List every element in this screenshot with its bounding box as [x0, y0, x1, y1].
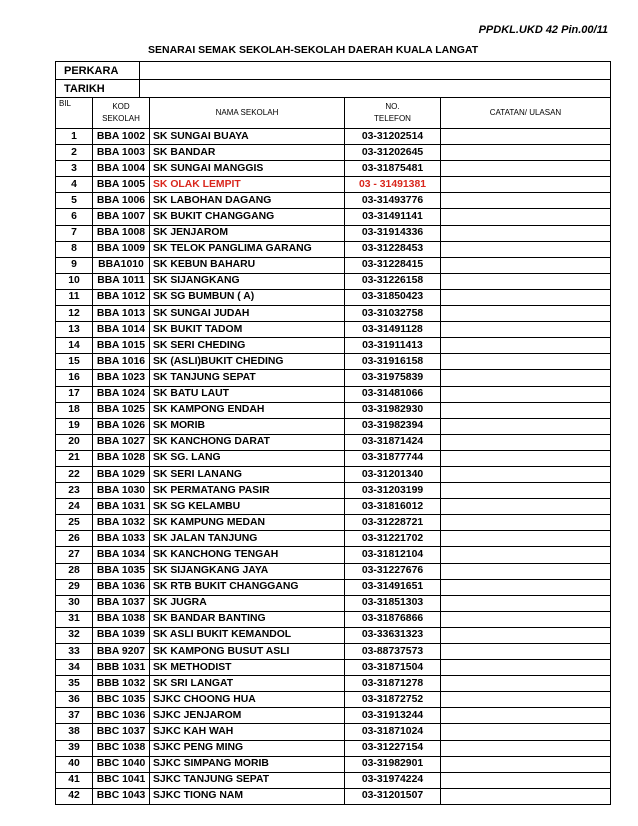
- row-kod: BBC 1040: [93, 756, 150, 772]
- row-kod: BBA 1003: [93, 145, 150, 161]
- col-header-kod-line1: KOD: [112, 102, 130, 111]
- row-nama: SK KANCHONG DARAT: [150, 434, 345, 450]
- row-catatan[interactable]: [441, 257, 611, 273]
- row-tel: 03-31493776: [345, 193, 441, 209]
- table-row: [56, 338, 611, 354]
- row-kod: BBA 1027: [93, 434, 150, 450]
- row-nama: SK KAMPONG ENDAH: [150, 402, 345, 418]
- row-bil: 11: [56, 289, 93, 305]
- row-tel: 03-31228721: [345, 515, 441, 531]
- row-nama: SK PERMATANG PASIR: [150, 483, 345, 499]
- row-catatan[interactable]: [441, 531, 611, 547]
- tarikh-label: TARIKH: [56, 80, 140, 98]
- row-tel: 03-31201507: [345, 788, 441, 804]
- row-kod: BBA 1014: [93, 322, 150, 338]
- row-catatan[interactable]: [441, 788, 611, 804]
- row-bil: 21: [56, 450, 93, 466]
- table-row: [56, 450, 611, 466]
- row-kod: BBA 1031: [93, 499, 150, 515]
- row-nama: SK SG KELAMBU: [150, 499, 345, 515]
- table-row: [56, 289, 611, 305]
- tarikh-row: [56, 80, 611, 98]
- row-bil: 7: [56, 225, 93, 241]
- row-catatan[interactable]: [441, 273, 611, 289]
- row-bil: 5: [56, 193, 93, 209]
- table-row: [56, 209, 611, 225]
- row-bil: 1: [56, 129, 93, 145]
- row-nama: SK JALAN TANJUNG: [150, 531, 345, 547]
- row-nama: SK KANCHONG TENGAH: [150, 547, 345, 563]
- row-catatan[interactable]: [441, 418, 611, 434]
- row-nama: SK KAMPUNG MEDAN: [150, 515, 345, 531]
- row-kod: BBA 1008: [93, 225, 150, 241]
- row-catatan[interactable]: [441, 563, 611, 579]
- row-catatan[interactable]: [441, 434, 611, 450]
- row-nama: SK SUNGAI BUAYA: [150, 129, 345, 145]
- col-header-kod: [93, 98, 150, 129]
- row-nama: SK BATU LAUT: [150, 386, 345, 402]
- table-row: [56, 724, 611, 740]
- row-catatan[interactable]: [441, 627, 611, 643]
- row-bil: 32: [56, 627, 93, 643]
- row-tel: 03-31228453: [345, 241, 441, 257]
- row-kod: BBA 1012: [93, 289, 150, 305]
- row-nama: SK METHODIST: [150, 660, 345, 676]
- row-tel: 03-31491651: [345, 579, 441, 595]
- row-tel: 03-31201340: [345, 466, 441, 482]
- row-bil: 10: [56, 273, 93, 289]
- row-nama: SK JUGRA: [150, 595, 345, 611]
- school-table: [55, 97, 611, 805]
- row-nama: SK OLAK LEMPIT: [150, 177, 345, 193]
- table-row: [56, 161, 611, 177]
- row-kod: BBB 1032: [93, 676, 150, 692]
- row-catatan[interactable]: [441, 595, 611, 611]
- row-bil: 20: [56, 434, 93, 450]
- row-kod: BBC 1041: [93, 772, 150, 788]
- row-tel: 03-31911413: [345, 338, 441, 354]
- row-tel: 03-31226158: [345, 273, 441, 289]
- row-catatan[interactable]: [441, 547, 611, 563]
- row-bil: 22: [56, 466, 93, 482]
- row-tel: 03-31975839: [345, 370, 441, 386]
- row-nama: SK SERI CHEDING: [150, 338, 345, 354]
- tarikh-value-cell[interactable]: [140, 80, 611, 98]
- row-tel: 03-31871504: [345, 660, 441, 676]
- row-kod: BBA 1015: [93, 338, 150, 354]
- table-row: [56, 644, 611, 660]
- table-row: [56, 241, 611, 257]
- row-bil: 25: [56, 515, 93, 531]
- row-nama: SK MORIB: [150, 418, 345, 434]
- row-bil: 30: [56, 595, 93, 611]
- row-tel: 03-31851303: [345, 595, 441, 611]
- row-kod: BBA 1024: [93, 386, 150, 402]
- row-catatan[interactable]: [441, 306, 611, 322]
- row-tel: 03-31974224: [345, 772, 441, 788]
- row-nama: SJKC JENJAROM: [150, 708, 345, 724]
- col-header-bil: BIL: [56, 98, 93, 129]
- row-bil: 35: [56, 676, 93, 692]
- row-tel: 03-31202645: [345, 145, 441, 161]
- row-tel: 03-31228415: [345, 257, 441, 273]
- table-row: [56, 627, 611, 643]
- row-kod: BBA 1035: [93, 563, 150, 579]
- row-bil: 37: [56, 708, 93, 724]
- row-nama: SK SRI LANGAT: [150, 676, 345, 692]
- row-nama: SK SIJANGKANG JAYA: [150, 563, 345, 579]
- row-nama: SK BANDAR: [150, 145, 345, 161]
- row-bil: 42: [56, 788, 93, 804]
- row-kod: BBA 1011: [93, 273, 150, 289]
- table-row: [56, 611, 611, 627]
- row-bil: 8: [56, 241, 93, 257]
- row-tel: 03-31913244: [345, 708, 441, 724]
- row-kod: BBC 1035: [93, 692, 150, 708]
- row-bil: 12: [56, 306, 93, 322]
- row-catatan[interactable]: [441, 193, 611, 209]
- table-row: [56, 579, 611, 595]
- row-bil: 36: [56, 692, 93, 708]
- row-catatan[interactable]: [441, 225, 611, 241]
- table-row: [56, 418, 611, 434]
- row-kod: BBA 1005: [93, 177, 150, 193]
- row-tel: 03-31872752: [345, 692, 441, 708]
- row-nama: SK TANJUNG SEPAT: [150, 370, 345, 386]
- row-catatan[interactable]: [441, 644, 611, 660]
- table-row: [56, 788, 611, 804]
- row-kod: BBA 1030: [93, 483, 150, 499]
- row-catatan[interactable]: [441, 483, 611, 499]
- row-bil: 14: [56, 338, 93, 354]
- row-bil: 18: [56, 402, 93, 418]
- table-row: [56, 386, 611, 402]
- table-row: [56, 547, 611, 563]
- row-tel: 03-31221702: [345, 531, 441, 547]
- row-nama: SK SIJANGKANG: [150, 273, 345, 289]
- row-catatan[interactable]: [441, 450, 611, 466]
- row-catatan[interactable]: [441, 338, 611, 354]
- row-kod: BBA 1016: [93, 354, 150, 370]
- row-kod: BBA 1036: [93, 579, 150, 595]
- table-row: [56, 434, 611, 450]
- row-bil: 13: [56, 322, 93, 338]
- row-bil: 3: [56, 161, 93, 177]
- table-row: [56, 177, 611, 193]
- row-catatan[interactable]: [441, 370, 611, 386]
- row-nama: SK LABOHAN DAGANG: [150, 193, 345, 209]
- col-header-nama: NAMA SEKOLAH: [150, 98, 345, 129]
- table-row: [56, 225, 611, 241]
- row-kod: BBA 1029: [93, 466, 150, 482]
- page-title: SENARAI SEMAK SEKOLAH-SEKOLAH DAERAH KUALA LANGAT: [148, 44, 479, 56]
- row-nama: SJKC KAH WAH: [150, 724, 345, 740]
- row-kod: BBA 1038: [93, 611, 150, 627]
- table-row: [56, 499, 611, 515]
- row-tel: 03-31481066: [345, 386, 441, 402]
- row-bil: 29: [56, 579, 93, 595]
- table-row: [56, 273, 611, 289]
- row-nama: SK SG. LANG: [150, 450, 345, 466]
- row-kod: BBA 1028: [93, 450, 150, 466]
- row-catatan[interactable]: [441, 499, 611, 515]
- table-row: [56, 595, 611, 611]
- row-nama: SK KAMPONG BUSUT ASLI: [150, 644, 345, 660]
- table-row: [56, 483, 611, 499]
- row-nama: SK RTB BUKIT CHANGGANG: [150, 579, 345, 595]
- table-row: [56, 515, 611, 531]
- row-nama: SJKC PENG MING: [150, 740, 345, 756]
- row-kod: BBC 1038: [93, 740, 150, 756]
- row-kod: BBA 1009: [93, 241, 150, 257]
- row-kod: BBA 1023: [93, 370, 150, 386]
- row-kod: BBA 1034: [93, 547, 150, 563]
- row-tel: 03-31850423: [345, 289, 441, 305]
- table-row: [56, 466, 611, 482]
- row-catatan[interactable]: [441, 386, 611, 402]
- row-tel: 03-31871424: [345, 434, 441, 450]
- table-row: [56, 306, 611, 322]
- row-bil: 2: [56, 145, 93, 161]
- row-tel: 03-31491128: [345, 322, 441, 338]
- table-row: [56, 740, 611, 756]
- row-tel: 03-31871278: [345, 676, 441, 692]
- row-nama: SK SG BUMBUN ( A): [150, 289, 345, 305]
- row-nama: SK SERI LANANG: [150, 466, 345, 482]
- row-kod: BBA 1037: [93, 595, 150, 611]
- row-tel: 03-31227676: [345, 563, 441, 579]
- row-tel: 03-31871024: [345, 724, 441, 740]
- col-header-tel: [345, 98, 441, 129]
- col-header-tel-line1: NO.: [385, 102, 400, 111]
- row-catatan[interactable]: [441, 177, 611, 193]
- perkara-row: [56, 62, 611, 80]
- row-tel: 03-31491141: [345, 209, 441, 225]
- row-tel: 03-31982930: [345, 402, 441, 418]
- row-tel: 03-31875481: [345, 161, 441, 177]
- table-row: [56, 129, 611, 145]
- row-catatan[interactable]: [441, 241, 611, 257]
- row-tel: 03-31032758: [345, 306, 441, 322]
- row-nama: SJKC TANJUNG SEPAT: [150, 772, 345, 788]
- row-bil: 24: [56, 499, 93, 515]
- row-tel: 03-31812104: [345, 547, 441, 563]
- row-tel: 03-31877744: [345, 450, 441, 466]
- table-row: [56, 756, 611, 772]
- row-nama: SK BUKIT TADOM: [150, 322, 345, 338]
- row-tel: 03-31982901: [345, 756, 441, 772]
- table-row: [56, 563, 611, 579]
- table-header-row: [56, 98, 611, 129]
- row-catatan[interactable]: [441, 145, 611, 161]
- row-bil: 39: [56, 740, 93, 756]
- row-tel: 03-88737573: [345, 644, 441, 660]
- table-row: [56, 708, 611, 724]
- row-bil: 26: [56, 531, 93, 547]
- row-kod: BBA1010: [93, 257, 150, 273]
- row-nama: SK BUKIT CHANGGANG: [150, 209, 345, 225]
- row-kod: BBC 1037: [93, 724, 150, 740]
- row-catatan[interactable]: [441, 660, 611, 676]
- perkara-value-cell[interactable]: [140, 62, 611, 80]
- row-kod: BBB 1031: [93, 660, 150, 676]
- row-bil: 23: [56, 483, 93, 499]
- table-row: [56, 370, 611, 386]
- row-nama: SJKC CHOONG HUA: [150, 692, 345, 708]
- table-row: [56, 531, 611, 547]
- row-catatan[interactable]: [441, 161, 611, 177]
- table-row: [56, 692, 611, 708]
- row-catatan[interactable]: [441, 756, 611, 772]
- row-kod: BBA 1039: [93, 627, 150, 643]
- row-catatan[interactable]: [441, 209, 611, 225]
- row-tel: 03-31916158: [345, 354, 441, 370]
- table-row: [56, 676, 611, 692]
- row-nama: SK ASLI BUKIT KEMANDOL: [150, 627, 345, 643]
- row-kod: BBC 1036: [93, 708, 150, 724]
- perkara-label: PERKARA: [56, 62, 140, 80]
- row-catatan[interactable]: [441, 740, 611, 756]
- col-header-kod-line2: SEKOLAH: [102, 114, 140, 123]
- table-row: [56, 772, 611, 788]
- row-tel: 03-31227154: [345, 740, 441, 756]
- row-catatan[interactable]: [441, 322, 611, 338]
- document-reference: PPDKL.UKD 42 Pin.00/11: [478, 24, 608, 36]
- table-row: [56, 402, 611, 418]
- row-bil: 33: [56, 644, 93, 660]
- row-nama: SJKC SIMPANG MORIB: [150, 756, 345, 772]
- row-nama: SK JENJAROM: [150, 225, 345, 241]
- row-kod: BBA 1013: [93, 306, 150, 322]
- row-kod: BBA 1033: [93, 531, 150, 547]
- row-tel: 03 - 31491381: [345, 177, 441, 193]
- col-header-catatan: CATATAN/ ULASAN: [441, 98, 611, 129]
- row-tel: 03-31203199: [345, 483, 441, 499]
- row-kod: BBA 1032: [93, 515, 150, 531]
- row-kod: BBA 1025: [93, 402, 150, 418]
- row-tel: 03-31914336: [345, 225, 441, 241]
- row-tel: 03-31876866: [345, 611, 441, 627]
- table-row: [56, 257, 611, 273]
- row-bil: 4: [56, 177, 93, 193]
- row-catatan[interactable]: [441, 466, 611, 482]
- row-catatan[interactable]: [441, 354, 611, 370]
- row-nama: SK TELOK PANGLIMA GARANG: [150, 241, 345, 257]
- row-catatan[interactable]: [441, 579, 611, 595]
- row-catatan[interactable]: [441, 692, 611, 708]
- row-bil: 27: [56, 547, 93, 563]
- meta-table: [55, 61, 611, 98]
- row-bil: 40: [56, 756, 93, 772]
- table-row: [56, 193, 611, 209]
- row-bil: 19: [56, 418, 93, 434]
- row-kod: BBA 1007: [93, 209, 150, 225]
- row-catatan[interactable]: [441, 129, 611, 145]
- row-catatan[interactable]: [441, 708, 611, 724]
- table-row: [56, 354, 611, 370]
- row-tel: 03-31982394: [345, 418, 441, 434]
- row-catatan[interactable]: [441, 402, 611, 418]
- row-tel: 03-31202514: [345, 129, 441, 145]
- row-bil: 41: [56, 772, 93, 788]
- row-bil: 34: [56, 660, 93, 676]
- row-nama: SK KEBUN BAHARU: [150, 257, 345, 273]
- row-kod: BBC 1043: [93, 788, 150, 804]
- row-catatan[interactable]: [441, 611, 611, 627]
- row-catatan[interactable]: [441, 676, 611, 692]
- row-bil: 38: [56, 724, 93, 740]
- row-catatan[interactable]: [441, 289, 611, 305]
- row-nama: SK (ASLI)BUKIT CHEDING: [150, 354, 345, 370]
- row-kod: BBA 9207: [93, 644, 150, 660]
- row-kod: BBA 1002: [93, 129, 150, 145]
- row-bil: 31: [56, 611, 93, 627]
- row-nama: SK SUNGAI MANGGIS: [150, 161, 345, 177]
- table-row: [56, 322, 611, 338]
- row-bil: 6: [56, 209, 93, 225]
- row-kod: BBA 1006: [93, 193, 150, 209]
- row-tel: 03-31816012: [345, 499, 441, 515]
- table-row: [56, 145, 611, 161]
- row-nama: SK BANDAR BANTING: [150, 611, 345, 627]
- row-bil: 28: [56, 563, 93, 579]
- col-header-tel-line2: TELEFON: [374, 114, 411, 123]
- row-bil: 15: [56, 354, 93, 370]
- row-bil: 16: [56, 370, 93, 386]
- row-nama: SJKC TIONG NAM: [150, 788, 345, 804]
- row-catatan[interactable]: [441, 724, 611, 740]
- row-tel: 03-33631323: [345, 627, 441, 643]
- row-kod: BBA 1004: [93, 161, 150, 177]
- row-kod: BBA 1026: [93, 418, 150, 434]
- row-catatan[interactable]: [441, 772, 611, 788]
- row-bil: 9: [56, 257, 93, 273]
- row-catatan[interactable]: [441, 515, 611, 531]
- row-nama: SK SUNGAI JUDAH: [150, 306, 345, 322]
- table-row: [56, 660, 611, 676]
- row-bil: 17: [56, 386, 93, 402]
